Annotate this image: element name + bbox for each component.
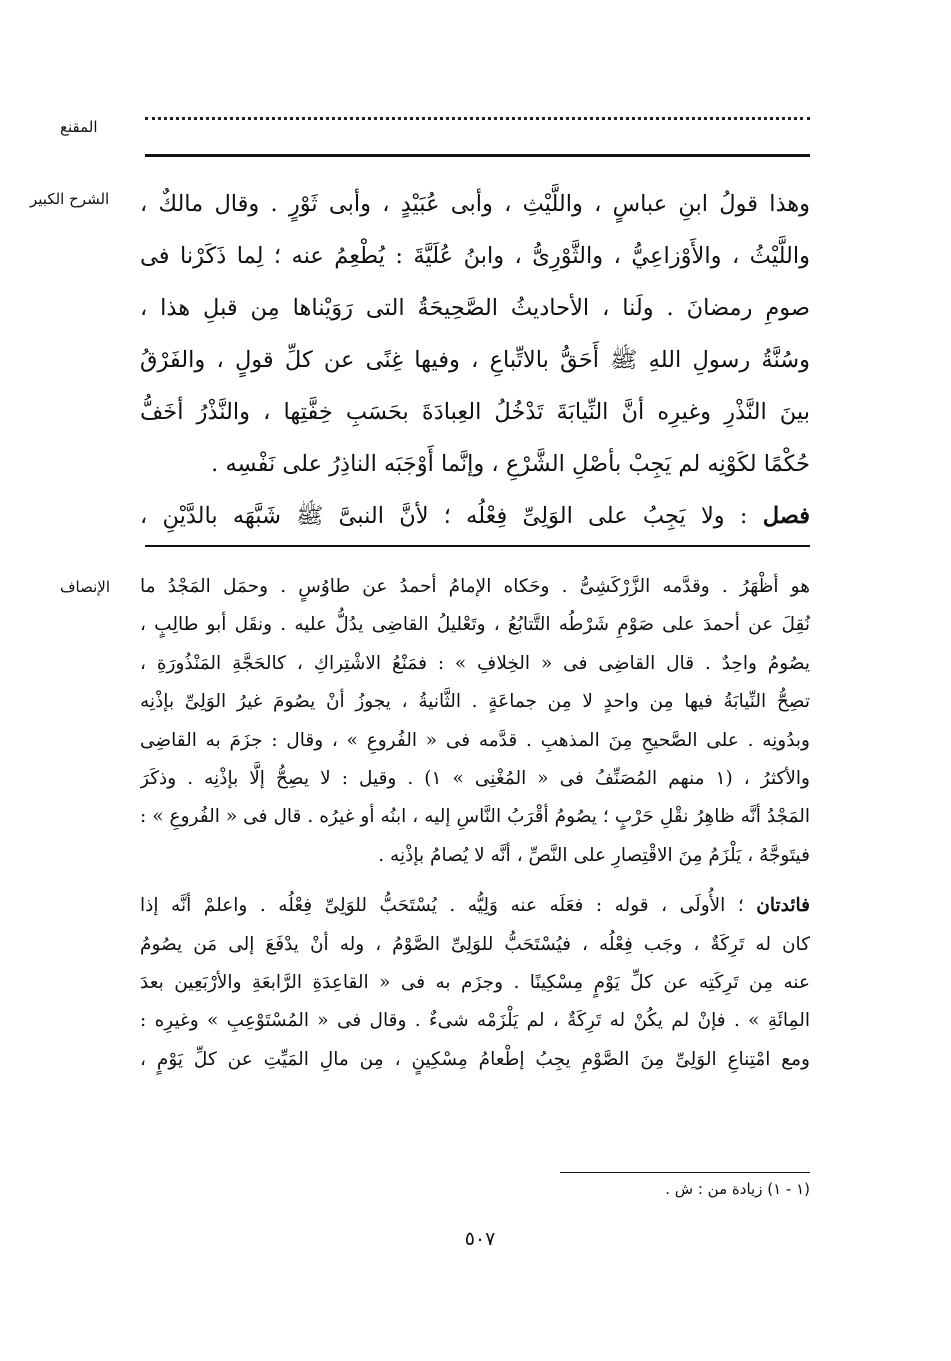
fawaid-text: ؛ الأُولَى ، قوله : فعَلَه عنه وَلِيُّه . يُسْتَحَبُّ للوَلِىِّ فِعْلُه . واعلمْ أنَّه إذا	[140, 895, 744, 917]
sharh-line: وهذا قولُ ابنِ عباسٍ ، واللَّيْثِ ، وأبى عُبَيْدٍ ، وأبى ثَوْرٍ . وقال مالكٌ ،	[140, 191, 810, 217]
sharh-line: بينَ النَّذْرِ وغيرِه أنَّ النِّيابَةَ تَدْخُلُ العِبادَةَ بحَسَبِ خِفَّتِها ، والنَّذْرُ أخَفُّ	[140, 399, 810, 425]
sharh-line: صومِ رمضانَ . ولَنا ، الأحاديثُ الصَّحِيحَةُ التى رَوَيْناها مِن قبلِ هذا ،	[140, 295, 810, 321]
insaf-line: والأكثرُ ، (١ منهم المُصَنِّفُ فى « المُغْنِى » ١) . وقيل : لا يصِحُّ إلَّا بإذْنِه . وذكَرَ	[140, 767, 810, 789]
header-dotted-line	[145, 116, 810, 120]
book-title: المقنع	[60, 118, 98, 136]
insaf-line: كان له تَرِكَةٌ ، وجَب فِعْلُه ، فيُسْتَحَبُّ للوَلِىِّ الصَّوْمُ ، وله أنْ يدْفَعَ إلى مَن يصُومُ	[140, 933, 810, 955]
section-separator	[145, 545, 810, 547]
insaf-text	[140, 568, 810, 1079]
page-number: ٥٠٧	[464, 1228, 496, 1250]
section-label-insaf: الإنصاف	[60, 578, 111, 596]
fawaid-label: فائدتان	[756, 895, 810, 917]
insaf-line: عنه مِن تَرِكَتِه عن كلِّ يَوْمٍ مِسْكِينًا . وجزَم به فى « القاعِدَةِ الرَّابعَةِ والأرْبَعِين بعدَ	[140, 971, 810, 993]
sharh-line: حُكْمًا لكَوْنِه لم يَجِبْ بأصْلِ الشَّرْعِ ، وإنَّما أَوْجَبَه الناذِرُ على نَفْسِه .	[211, 451, 810, 477]
fasl-text: : ولا يَجِبُ على الوَلِىِّ فِعْلُه ؛ لأنَّ النبىَّ ﷺ شَبَّهَه بالدَّيْنِ ،	[140, 503, 748, 529]
insaf-line: هو أظْهَرُ . وقدَّمه الزَّرْكَشِىُّ . وحَكاه الإمامُ أحمدُ عن طاوُسٍ . وحمَل المَجْدُ ما	[140, 576, 810, 597]
insaf-line: المَجْدُ أنَّه ظاهِرُ نقْلِ حَرْبٍ ؛ يصُومُ أقْرَبُ النَّاسِ إليه ، ابنُه أو غيرُه . قال فى « الفُروعِ » :	[140, 806, 810, 828]
insaf-line: نُقِلَ عن أحمدَ على صَوْمِ شَرْطُه التَّتابُعُ ، وتَعْليلُ القاضِى يدُلُّ عليه . ونقَل أبو طالِبٍ ،	[140, 614, 810, 636]
insaf-line: يصُومُ واحِدٌ . قال القاضِى فى « الخِلافِ » : فمَنْعُ الاشْتِراكِ ، كالحَجَّةِ المَنْذُورَةِ ،	[140, 652, 810, 674]
sharh-line: وسُنَّةُ رسولِ اللهِ ﷺ أَحَقُّ بالاتِّباعِ ، وفيها غِنًى عن كلِّ قولٍ ، والفَرْقُ	[140, 347, 810, 373]
insaf-line: وبدُونِه . على الصَّحيحِ مِنَ المذهبِ . قدَّمه فى « الفُروعِ » ، وقال : جزَمَ به القاضِى	[140, 729, 810, 751]
sharh-text	[140, 178, 810, 542]
fasl-label: فصل	[762, 503, 810, 529]
header-rule	[145, 154, 810, 157]
fasl-line	[140, 490, 810, 542]
insaf-line: المِائَةِ » . فإنْ لم يكُنْ له تَرِكَةٌ ، لم يَلْزَمْه شىءٌ . وقال فى « المُسْتَوْعِبِ » وغيرِه :	[140, 1010, 810, 1032]
insaf-line: فيتَوجَّهُ ، يَلْزَمُ مِنَ الاقْتِصارِ على النَّصِّ ، أنَّه لا يُصامُ بإذْنِه .	[378, 844, 810, 866]
section-label-sharh: الشرح الكبير	[30, 190, 110, 208]
insaf-line: ومع امْتِناعِ الوَلِىِّ مِنَ الصَّوْمِ يجِبُ إطْعامُ مِسْكِينٍ ، مِن مالِ المَيِّتِ عن كلِّ يَوْمٍ ،	[140, 1048, 810, 1070]
footnote: (١ - ١) زيادة من : ش .	[665, 1180, 810, 1198]
fawaid-line	[140, 887, 810, 925]
sharh-line: واللَّيْثُ ، والأَوْزاعِيُّ ، والثَّوْرِىُّ ، وابنُ عُلَيَّةَ : يُطْعِمُ عنه ؛ لِما ذَكَرْنا فى	[140, 243, 810, 269]
insaf-line: تصِحُّ النِّيابَةُ فيها مِن واحدٍ لا مِن جماعَةٍ . الثَّانيةُ ، يجوزُ أنْ يصُومَ غيرُ الوَلِىِّ بإذْنِه	[140, 691, 810, 713]
footnote-rule	[560, 1172, 810, 1173]
